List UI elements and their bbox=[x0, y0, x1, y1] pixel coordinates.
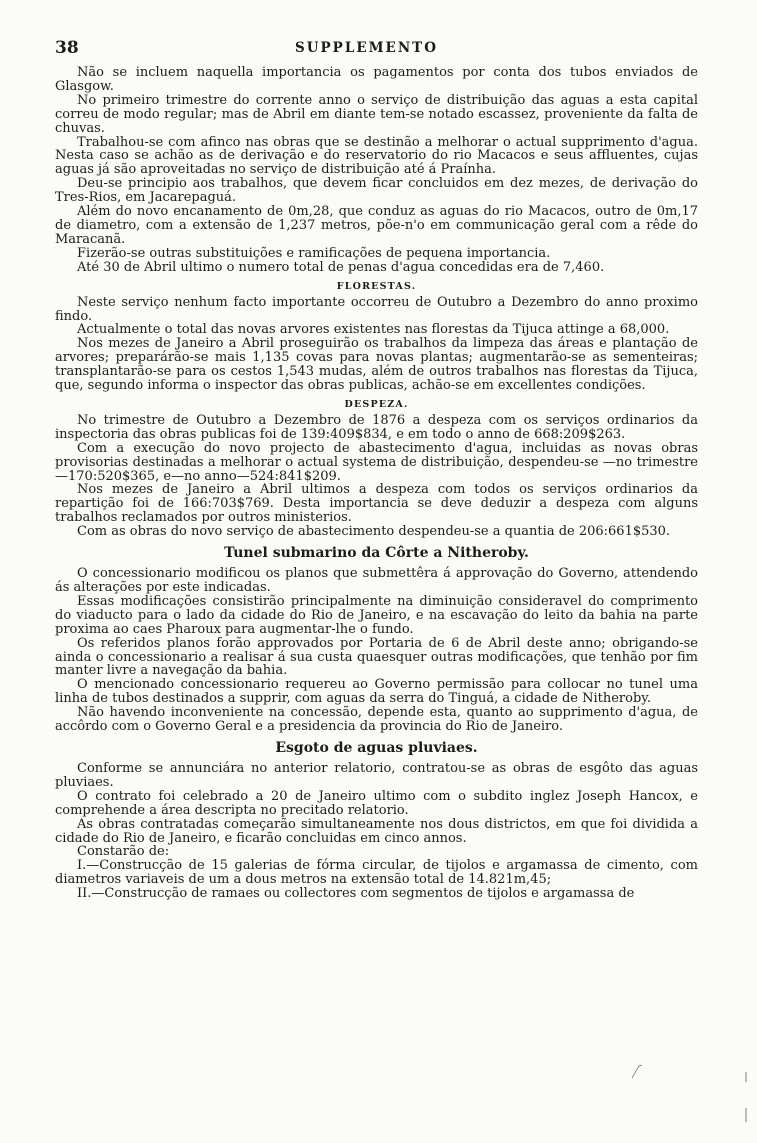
document-page bbox=[55, 38, 698, 901]
paragraph: Nos mezes de Janeiro a Abril ultimos a despeza com todos os serviços ordinarios da repartição foi de 166:703$769. Desta importancia se deve deduzir a despeza com alguns trabalhos reclamados por outros ministerios. bbox=[55, 482, 698, 526]
paragraph: Além do novo encanamento de 0m,28, que conduz as aguas do rio Macacos, outro de 0m,17 de diametro, com a extensão de 1,237 metros, põe-n'o em communicação geral com a rêde do Maracanã. bbox=[55, 204, 698, 247]
paragraph: I.—Construcção de 15 galerias de fórma circular, de tijolos e argamassa de cimento, com diametros variaveis de um a dous metros na extensão total de 14.821m,45; bbox=[55, 858, 698, 888]
paragraph: Com as obras do novo serviço de abastecimento despendeu-se a quantia de 206:661$530. bbox=[77, 524, 671, 540]
paragraph: Não se incluem naquella importancia os pagamentos por conta dos tubos enviados de Glasgow. bbox=[55, 65, 698, 94]
page-header bbox=[55, 38, 698, 60]
paragraph: Conforme se annunciára no anterior relatorio, contratou-se as obras de esgôto das aguas pluviaes. bbox=[55, 760, 698, 790]
paragraph: Os referidos planos forão approvados por Portaria de 6 de Abril deste anno; obrigando-se ainda o concessionario a realisar á sua custa quaesquer outras modificações, que tenhão por fim manter livre a navegação da bahia. bbox=[55, 635, 698, 679]
margin-mark bbox=[745, 1108, 747, 1122]
paragraph: No primeiro trimestre do corrente anno o serviço de distribuição das aguas a esta capital correu de modo regular; mas de Abril em diante tem-se notado escassez, proveniente da falta de chuvas. bbox=[55, 92, 698, 136]
body-text bbox=[55, 66, 698, 901]
section-title: Tunel submarino da Côrte a Nitheroby. bbox=[224, 545, 529, 562]
page-number: 38 bbox=[55, 38, 79, 58]
paragraph: O concessionario modificou os planos que submettêra á approvação do Governo, attendendo ás alterações por este indicadas. bbox=[55, 566, 698, 595]
paragraph: Fizerão-se outras substituições e ramificações de pequena importancia. bbox=[77, 245, 551, 261]
section-heading: FLORESTAS. bbox=[336, 280, 417, 292]
paragraph: Actualmente o total das novas arvores existentes nas florestas da Tijuca attinge a 68,000. bbox=[77, 322, 670, 338]
section-heading: DESPEZA. bbox=[344, 398, 409, 410]
paragraph: Até 30 de Abril ultimo o numero total de penas d'agua concedidas era de 7,460. bbox=[77, 259, 605, 275]
paragraph: Constarão de: bbox=[77, 844, 170, 860]
paragraph: Deu-se principio aos trabalhos, que devem ficar concluidos em dez mezes, de derivação do Tres-Rios, em Jacarepaguá. bbox=[55, 176, 698, 206]
pen-mark-icon bbox=[630, 1062, 644, 1080]
section-title: Esgoto de aguas pluviaes. bbox=[275, 739, 478, 756]
paragraph: Não havendo inconveniente na concessão, depende esta, quanto ao supprimento d'agua, de accôrdo com o Governo Geral e a presidencia da provincia do Rio de Janeiro. bbox=[55, 705, 698, 735]
paragraph: Essas modificações consistirão principalmente na diminuição consideravel do comprimento do viaducto para o lado da cidade do Rio de Janeiro, e na escavação do leito da bahia na parte proxima ao caes Pharoux para augmentar-lhe o fundo. bbox=[55, 593, 698, 637]
paragraph: O contrato foi celebrado a 20 de Janeiro ultimo com o subdito inglez Joseph Hancox, e comprehende a área descripta no precitado relatorio. bbox=[55, 788, 698, 818]
paragraph: No trimestre de Outubro a Dezembro de 1876 a despeza com os serviços ordinarios da inspectoria das obras publicas foi de 139:409$834, e em todo o anno de 668:209$263. bbox=[55, 412, 698, 442]
paragraph: As obras contratadas começarão simultaneamente nos dous districtos, em que foi dividida a cidade do Rio de Janeiro, e ficarão concluidas em cinco annos. bbox=[55, 816, 698, 846]
paragraph: II.—Construcção de ramaes ou collectores com segmentos de tijolos e argamassa de bbox=[77, 886, 635, 902]
running-title: SUPPLEMENTO bbox=[295, 40, 438, 56]
paragraph: Trabalhou-se com afinco nas obras que se destinão a melhorar o actual supprimento d'agua. Nesta caso se achão as de derivação e do reservatorio do rio Macacos e seus affluentes, cujas aguas já são aproveitadas no serviço de distribuição até á Praínha. bbox=[55, 134, 698, 178]
margin-mark bbox=[745, 1072, 747, 1082]
paragraph: Com a execução do novo projecto de abastecimento d'agua, incluidas as novas obras provisorias destinadas a melhorar o actual systema de distribuição, despendeu-se —no trimestre—170:520$365, e—no anno—524:841$209. bbox=[55, 440, 698, 484]
paragraph: Neste serviço nenhum facto importante occorreu de Outubro a Dezembro do anno proximo findo. bbox=[55, 294, 698, 324]
paragraph: O mencionado concessionario requereu ao Governo permissão para collocar no tunel uma linha de tubos destinados a supprir, com aguas da serra do Tinguá, a cidade de Nitheroby. bbox=[55, 677, 698, 707]
paragraph: Nos mezes de Janeiro a Abril proseguirão os trabalhos da limpeza das áreas e plantação de arvores; preparárão-se mais 1,135 covas para novas plantas; augmentarão-se as sementeiras; transplantarão-se para os cestos 1,543 mudas, além de outros trabalhos nas florestas da Tijuca, que, segundo informa o inspector das obras publicas, achão-se em excellentes condições. bbox=[55, 336, 698, 394]
